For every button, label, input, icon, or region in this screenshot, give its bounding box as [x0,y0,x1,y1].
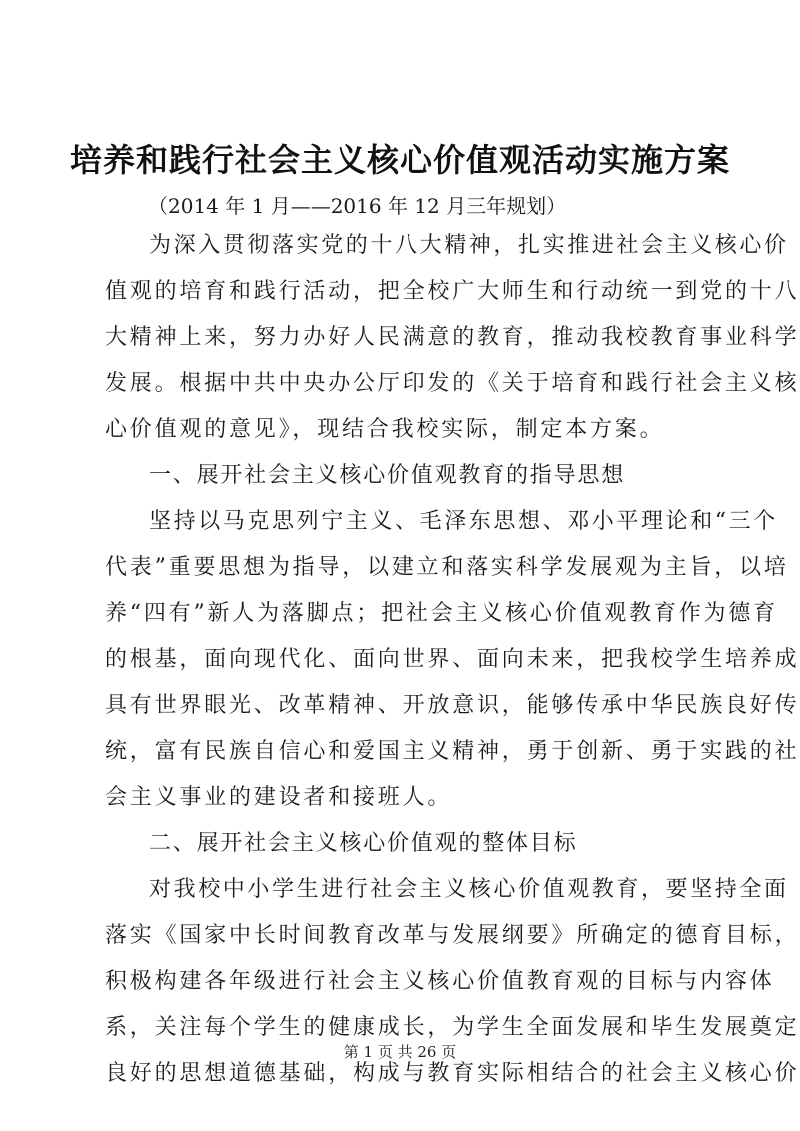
paragraph-line: 系，关注每个学生的健康成长，为学生全面发展和毕生发展奠定 [105,1015,800,1040]
paragraph-line: 良好的思想道德基础，构成与教育实际相结合的社会主义核心价 [105,1061,800,1086]
paragraph-line: 大精神上来，努力办好人民满意的教育，推动我校教育事业科学 [105,325,800,350]
document-title: 培养和践行社会主义核心价值观活动实施方案 [69,141,730,179]
paragraph-line: 对我校中小学生进行社会主义核心价值观教育，要坚持全面 [149,877,789,902]
page-indicator: 第 1 页 共 26 页 [343,1043,457,1061]
paragraph-line: 统，富有民族自信心和爱国主义精神，勇于创新、勇于实践的社 [105,739,800,764]
paragraph-line: 养“四有”新人为落脚点；把社会主义核心价值观教育作为德育 [105,601,778,626]
paragraph-line: 坚持以马克思列宁主义、毛泽东思想、邓小平理论和“三个 [149,509,778,534]
paragraph-line: 具有世界眼光、改革精神、开放意识，能够传承中华民族良好传 [105,693,800,718]
paragraph-line: 代表”重要思想为指导，以建立和落实科学发展观为主旨，以培 [105,555,789,580]
paragraph-line: 的根基，面向现代化、面向世界、面向未来，把我校学生培养成 [105,647,800,672]
paragraph-line: 值观的培育和践行活动，把全校广大师生和行动统一到党的十八 [105,279,800,304]
paragraph-line: 会主义事业的建设者和接班人。 [105,785,453,810]
document-subtitle: （2014 年 1 月——2016 年 12 月三年规划） [148,194,567,218]
paragraph-line: 积极构建各年级进行社会主义核心价值教育观的目标与内容体 [105,969,775,994]
paragraph-line: 为深入贯彻落实党的十八大精神，扎实推进社会主义核心价 [149,233,789,258]
section-heading: 一、展开社会主义核心价值观教育的指导思想 [149,463,626,488]
paragraph-line: 发展。根据中共中央办公厅印发的《关于培育和践行社会主义核 [105,371,800,396]
paragraph-line: 心价值观的意见》，现结合我校实际，制定本方案。 [105,417,665,442]
section-heading: 二、展开社会主义核心价值观的整体目标 [149,831,578,856]
paragraph-line: 落实《国家中长时间教育改革与发展纲要》所确定的德育目标， [105,923,800,948]
